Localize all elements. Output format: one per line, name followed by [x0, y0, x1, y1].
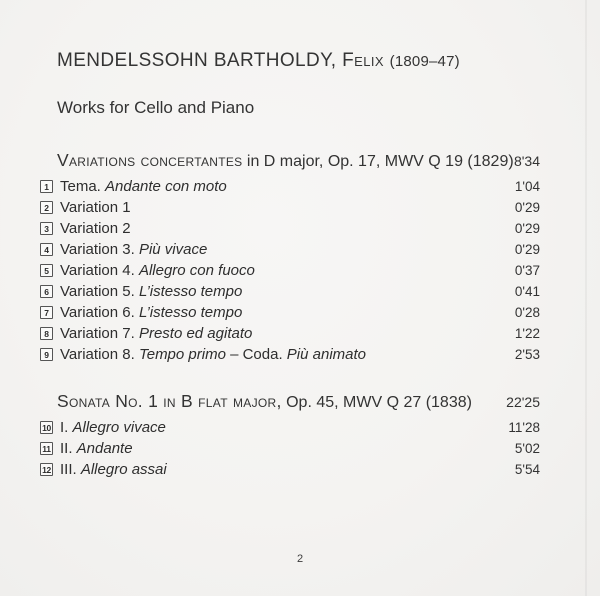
- track-title: [60, 438, 515, 459]
- track-duration: 0'28: [514, 305, 540, 320]
- track-number-box: 3: [40, 222, 53, 235]
- track-number-box: 9: [40, 348, 53, 361]
- work-heading-row: [57, 390, 540, 414]
- track-title-text: Variation 7.: [60, 325, 139, 342]
- track-duration: 0'29: [514, 200, 540, 215]
- album-subtitle: Works for Cello and Piano: [57, 98, 255, 117]
- track-row: [40, 438, 540, 459]
- track-title: [60, 302, 515, 323]
- track-row: [40, 302, 540, 323]
- track-list: [40, 149, 540, 480]
- track-title-text: Variation 3.: [60, 241, 139, 258]
- track-number-box: 2: [40, 201, 53, 214]
- track-tempo-marking: Andante: [76, 440, 133, 457]
- track-number-box: 8: [40, 327, 53, 340]
- track-title: [60, 197, 515, 218]
- track-tempo-marking: Più vivace: [138, 241, 208, 258]
- track-duration: 5'02: [514, 441, 540, 456]
- composer-dates: (1809–47): [389, 53, 460, 70]
- track-title: [60, 459, 515, 480]
- track-number-box: 12: [40, 463, 53, 476]
- composer-first-name: Felix: [342, 50, 384, 71]
- track-duration: 0'37: [514, 263, 540, 278]
- page-number: 2: [296, 553, 304, 565]
- track-duration: 1'22: [514, 326, 540, 341]
- scan-edge-artifact: [585, 0, 587, 596]
- work-duration: 22'25: [506, 394, 540, 410]
- track-title-text: Variation 1: [60, 199, 131, 216]
- work-title: [57, 149, 514, 173]
- work-title-rest: in D major, Op. 17, MWV Q 19 (1829): [242, 153, 514, 170]
- track-title: [60, 417, 508, 438]
- track-row: [40, 281, 540, 302]
- track-duration: 11'28: [508, 420, 540, 435]
- work-title-smallcaps: Sonata No. 1 in B flat major,: [57, 391, 282, 411]
- track-duration: 5'54: [514, 462, 540, 477]
- track-row: [40, 260, 540, 281]
- track-title-text: – Coda.: [225, 346, 287, 363]
- track-row: [40, 197, 540, 218]
- track-number-box: 11: [40, 442, 53, 455]
- track-title: [60, 218, 515, 239]
- track-number-box: 5: [40, 264, 53, 277]
- track-title: [60, 281, 515, 302]
- track-title-text: II.: [60, 440, 77, 457]
- track-tempo-marking: Più animato: [286, 346, 367, 363]
- track-title: [60, 323, 515, 344]
- track-row: [40, 323, 540, 344]
- track-duration: 0'29: [514, 221, 540, 236]
- track-number-box: 1: [40, 180, 53, 193]
- track-row: [40, 344, 540, 365]
- track-duration: 1'04: [514, 179, 540, 194]
- work-section: [40, 149, 540, 365]
- track-title: [60, 176, 515, 197]
- work-heading-row: [57, 149, 540, 173]
- work-title-smallcaps: Variations concertantes: [57, 150, 243, 170]
- work-title-rest: Op. 45, MWV Q 27 (1838): [281, 394, 472, 411]
- track-row: [40, 459, 540, 480]
- track-title-text: Variation 2: [60, 220, 131, 237]
- track-tempo-marking: L’istesso tempo: [138, 283, 243, 300]
- track-title-text: Variation 6.: [60, 304, 139, 321]
- track-tempo-marking: Allegro vivace: [72, 419, 166, 436]
- track-tempo-marking: L’istesso tempo: [138, 304, 243, 321]
- track-tempo-marking: Tempo primo: [138, 346, 226, 363]
- work-duration: 8'34: [513, 153, 540, 169]
- track-title-text: Variation 5.: [60, 283, 139, 300]
- track-title-text: Tema.: [60, 178, 106, 195]
- track-title: [60, 239, 515, 260]
- track-duration: 0'29: [514, 242, 540, 257]
- track-tempo-marking: Presto ed agitato: [138, 325, 253, 342]
- track-tempo-marking: Allegro con fuoco: [138, 262, 255, 279]
- composer-surname: MENDELSSOHN BARTHOLDY,: [57, 50, 337, 71]
- track-row: [40, 176, 540, 197]
- track-title-text: III.: [60, 461, 81, 478]
- track-title-text: Variation 8.: [60, 346, 139, 363]
- track-number-box: 10: [40, 421, 53, 434]
- track-number-box: 7: [40, 306, 53, 319]
- track-duration: 0'41: [514, 284, 540, 299]
- track-title-text: I.: [60, 419, 73, 436]
- track-number-box: 4: [40, 243, 53, 256]
- composer-line: [57, 50, 540, 73]
- track-title: [60, 344, 515, 365]
- track-tempo-marking: Andante con moto: [105, 178, 227, 195]
- work-title: [57, 390, 506, 414]
- track-tempo-marking: Allegro assai: [80, 461, 167, 478]
- track-duration: 2'53: [514, 347, 540, 362]
- track-number-box: 6: [40, 285, 53, 298]
- track-row: [40, 218, 540, 239]
- track-row: [40, 417, 540, 438]
- track-title: [60, 260, 515, 281]
- track-title-text: Variation 4.: [60, 262, 139, 279]
- work-section: [40, 390, 540, 480]
- track-row: [40, 239, 540, 260]
